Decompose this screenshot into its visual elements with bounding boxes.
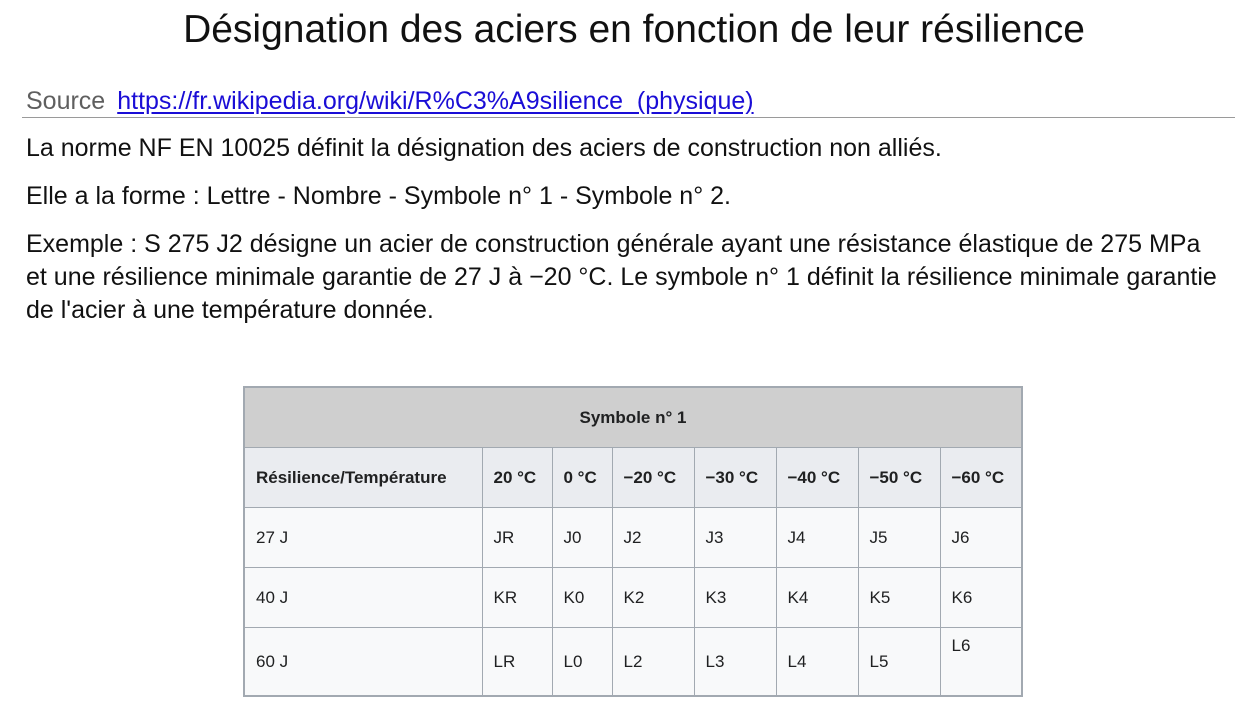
table-cell: L5 bbox=[858, 628, 940, 697]
divider bbox=[22, 117, 1235, 118]
column-header: −50 °C bbox=[858, 448, 940, 508]
source-link[interactable]: https://fr.wikipedia.org/wiki/R%C3%A9silience_(physique) bbox=[117, 87, 754, 115]
table-cell: L6 bbox=[940, 628, 1022, 697]
page-title: Désignation des aciers en fonction de leur résilience bbox=[183, 8, 1085, 51]
table-cell: J6 bbox=[940, 508, 1022, 568]
designation-table bbox=[243, 386, 1023, 697]
designation-table-container bbox=[243, 386, 1023, 697]
column-header: −30 °C bbox=[694, 448, 776, 508]
table-cell: 60 J bbox=[244, 628, 482, 697]
table-cell: KR bbox=[482, 568, 552, 628]
table-cell: L0 bbox=[552, 628, 612, 697]
table-header-row bbox=[244, 448, 1022, 508]
table-cell: JR bbox=[482, 508, 552, 568]
column-header: Résilience/Température bbox=[244, 448, 482, 508]
table-cell: K0 bbox=[552, 568, 612, 628]
table-cell: K4 bbox=[776, 568, 858, 628]
table-cell: 40 J bbox=[244, 568, 482, 628]
column-header: −40 °C bbox=[776, 448, 858, 508]
paragraph-forme: Elle a la forme : Lettre - Nombre - Symbole n° 1 - Symbole n° 2. bbox=[26, 182, 731, 210]
table-row bbox=[244, 628, 1022, 697]
table-cell: K2 bbox=[612, 568, 694, 628]
table-cell: J2 bbox=[612, 508, 694, 568]
source-label: Source bbox=[26, 87, 106, 115]
table-cell: J5 bbox=[858, 508, 940, 568]
table-cell: K5 bbox=[858, 568, 940, 628]
table-cell: LR bbox=[482, 628, 552, 697]
column-header: −20 °C bbox=[612, 448, 694, 508]
table-cell: J4 bbox=[776, 508, 858, 568]
column-header: −60 °C bbox=[940, 448, 1022, 508]
source-line bbox=[26, 86, 754, 116]
paragraph-exemple: Exemple : S 275 J2 désigne un acier de construction générale ayant une résistance élastique de 275 MPa et une résilience minimale garantie de 27 J à −20 °C. Le symbole n° 1 définit la résilience minimale garantie de l'acier à une température donnée. bbox=[26, 230, 1217, 324]
paragraph-norme: La norme NF EN 10025 définit la désignation des aciers de construction non alliés. bbox=[26, 134, 942, 162]
table-cell: J3 bbox=[694, 508, 776, 568]
column-header: 0 °C bbox=[552, 448, 612, 508]
column-header: 20 °C bbox=[482, 448, 552, 508]
table-row bbox=[244, 508, 1022, 568]
table-cell: 27 J bbox=[244, 508, 482, 568]
table-cell: J0 bbox=[552, 508, 612, 568]
table-cell: L3 bbox=[694, 628, 776, 697]
table-caption-row bbox=[244, 387, 1022, 448]
table-cell: L4 bbox=[776, 628, 858, 697]
table-caption: Symbole n° 1 bbox=[244, 387, 1022, 448]
table-cell: K6 bbox=[940, 568, 1022, 628]
table-row bbox=[244, 568, 1022, 628]
table-cell: K3 bbox=[694, 568, 776, 628]
table-cell: L2 bbox=[612, 628, 694, 697]
